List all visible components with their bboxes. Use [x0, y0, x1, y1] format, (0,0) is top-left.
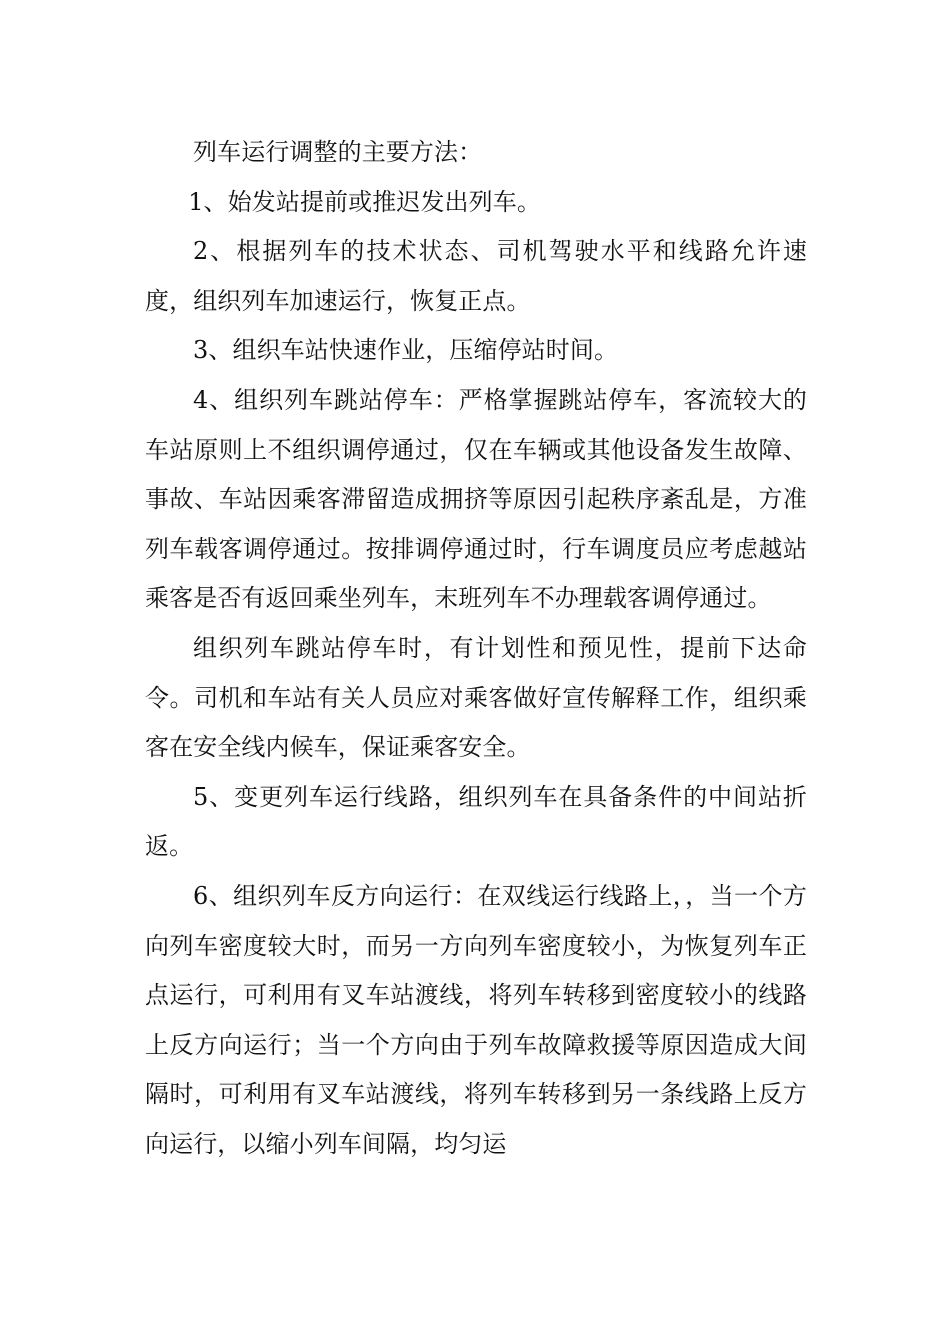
- paragraph-3: 3、组织车站快速作业，压缩停站时间。: [193, 336, 619, 365]
- paragraph-4: 4、组织列车跳站停车：严格掌握跳站停车，客流较大的车站原则上不组织调停通过，仅在车辆或其他设备发生故障、事故、车站因乘客滞留造成拥挤等原因引起秩序紊乱是，方准列车载客调停通过。按排调停通过时，行车调度员应考虑越站乘客是否有返回乘坐列车，末班列车不办理载客调停通过。: [145, 385, 807, 613]
- document-body: [145, 128, 807, 1169]
- paragraph-6: 6、组织列车反方向运行：在双线运行线路上，，当一个方向列车密度较大时，而另一方向列车密度较小，为恢复列车正点运行，可利用有叉车站渡线，将列车转移到密度较小的线路上反方向运行；当一个方向由于列车故障救援等原因造成大间隔时，可利用有叉车站渡线，将列车转移到另一条线路上反方向运行，以缩小列车间隔，均匀运: [145, 881, 807, 1158]
- paragraph-5: 5、变更列车运行线路，组织列车在具备条件的中间站折返。: [145, 782, 807, 861]
- paragraph-4-continued: 组织列车跳站停车时，有计划性和预见性，提前下达命令。司机和车站有关人员应对乘客做好宣传解释工作，组织乘客在安全线内候车，保证乘客安全。: [145, 633, 807, 762]
- paragraph-heading: 列车运行调整的主要方法：: [193, 138, 483, 166]
- paragraph-1: 1、始发站提前或推迟发出列车。: [188, 187, 541, 216]
- paragraph-2: 2、根据列车的技术状态、司机驾驶水平和线路允许速度，组织列车加速运行，恢复正点。: [145, 237, 807, 315]
